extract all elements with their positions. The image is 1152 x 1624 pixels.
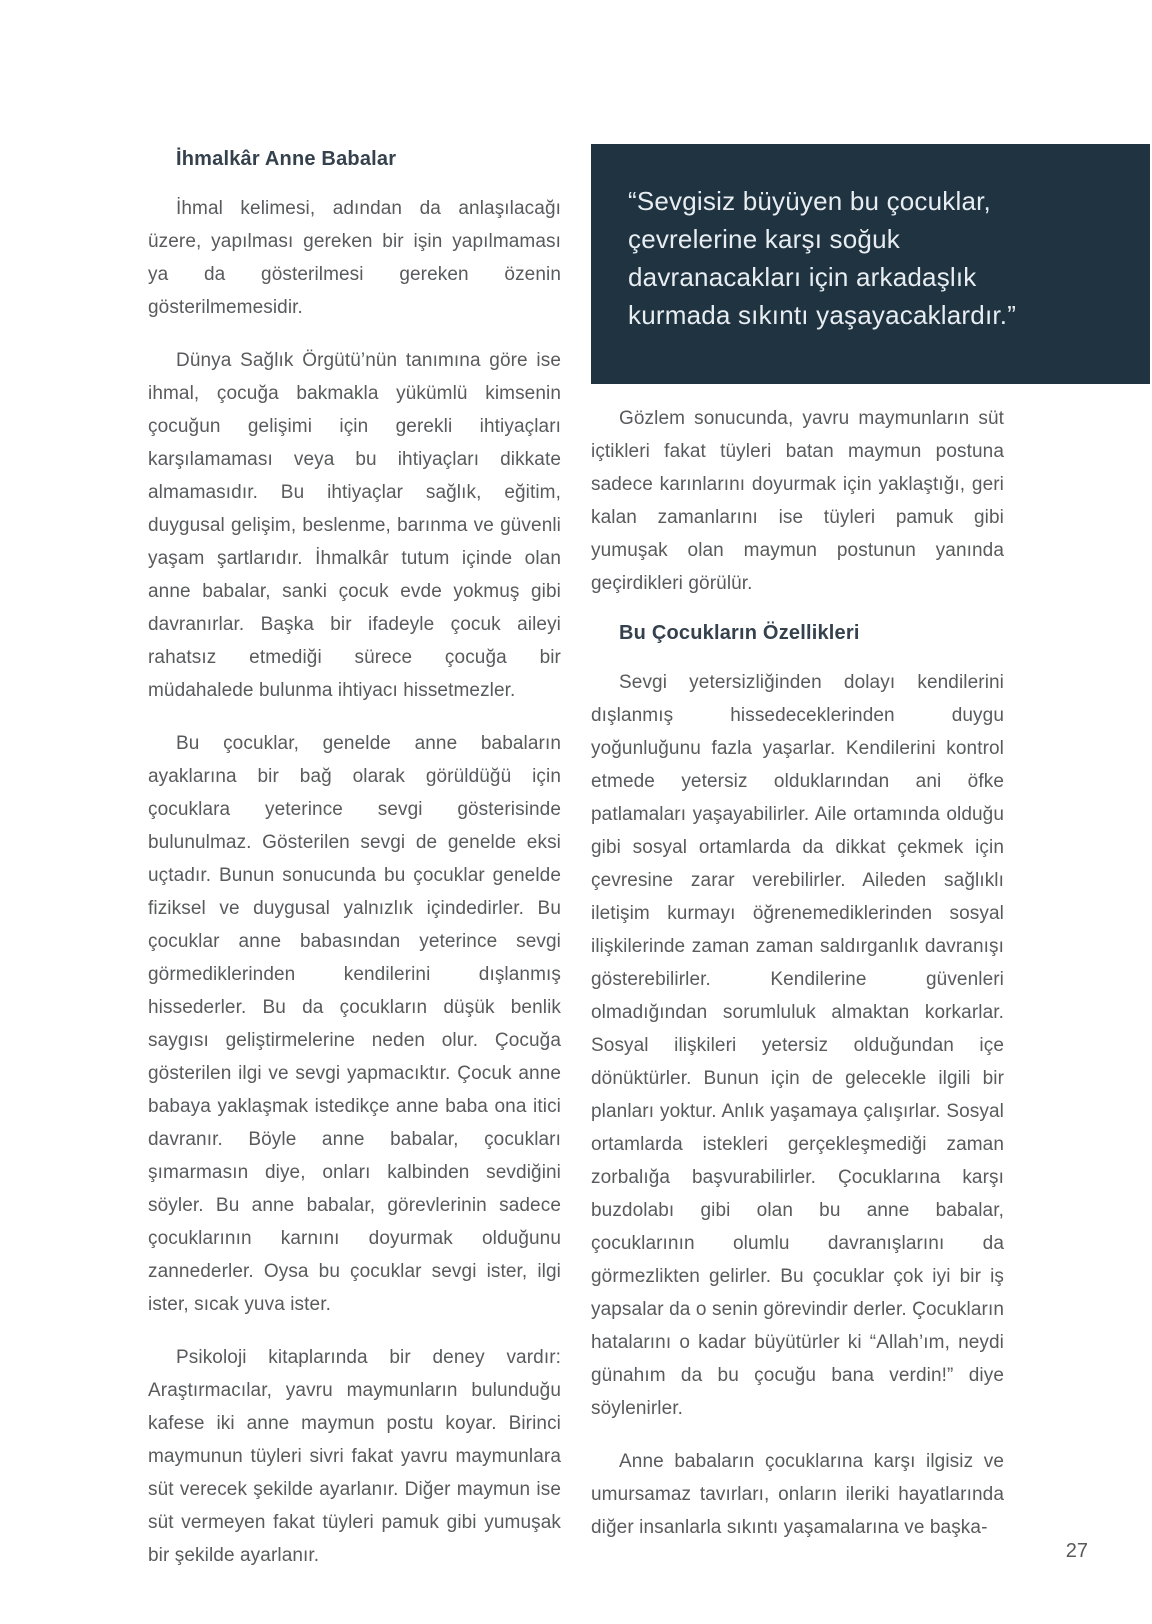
- section-heading-ihmalkar-anne-babalar: İhmalkâr Anne Babalar: [176, 148, 397, 170]
- paragraph: Sevgi yetersizliğinden dolayı kendilerini dışlanmış hissedeceklerinden duygu yoğunluğunu fazla yaşarlar. Kendilerini kontrol etmede yetersiz olduklarından ani öfke patlamaları yaşayabilirler. Aile ortamında olduğu gibi sosyal ortamlarda da dikkat çekmek için çevresine zarar verebilirler. Aileden sağlıklı iletişim kurmayı öğrenemediklerinden sosyal ilişkilerinde zaman zaman saldırganlık davranışı gösterebilirler. Kendilerine güvenleri olmadığından sorumluluk almaktan korkarlar. Sosyal ilişkileri yetersiz olduğundan içe dönüktürler. Bunun için de gelecekle ilgili bir planları yoktur. Anlık yaşamaya çalışırlar. Sosyal ortamlarda istekleri gerçekleşmediği zaman zorbalığa başvurabilirler. Çocuklarına karşı buzdolabı gibi olan bu anne babalar, çocuklarının olumlu davranışlarını da görmezlikten gelirler. Bu çocuklar çok iyi bir iş yapsalar da o senin görevindir derler. Çocukların hatalarını o kadar büyütürler ki “Allah’ım, neydi günahım da bu çocuğu bana verdin!” diye söylenirler.: [591, 672, 1004, 1419]
- page-number: 27: [1065, 1540, 1088, 1562]
- pull-quote-text: “Sevgisiz büyüyen bu çocuklar, çevrelerine karşı soğuk davranacakları için arkadaşlık kurmada sıkıntı yaşayacaklardır.”: [628, 186, 1017, 330]
- left-column: [148, 146, 561, 1592]
- paragraph: Anne babaların çocuklarına karşı ilgisiz ve umursamaz tavırları, onların ileriki hayatlarında diğer insanlarla sıkıntı yaşamalarına ve başka-: [591, 1451, 1004, 1538]
- paragraph: Gözlem sonucunda, yavru maymunların süt içtikleri fakat tüyleri batan maymun postuna sadece karınlarını doyurmak için yaklaştığı, geri kalan zamanlarını ise tüyleri pamuk gibi yumuşak olan maymun postunun yanında geçirdikleri görülür.: [591, 408, 1004, 594]
- section-heading-bu-cocuklarin-ozellikleri: Bu Çocukların Özellikleri: [619, 622, 860, 644]
- paragraph: Dünya Sağlık Örgütü’nün tanımına göre ise ihmal, çocuğa bakmakla yükümlü kimsenin çocuğun gelişimi için gerekli ihtiyaçları karşılamaması veya bu ihtiyaçları dikkate almamasıdır. Bu ihtiyaçlar sağlık, eğitim, duygusal gelişim, beslenme, barınma ve güvenli yaşam şartlarıdır. İhmalkâr tutum içinde olan anne babalar, sanki çocuk evde yokmuş gibi davranırlar. Başka bir ifadeyle çocuk aileyi rahatsız etmediği sürece çocuğa bir müdahalede bulunma ihtiyacı hissetmezler.: [148, 350, 561, 701]
- paragraph: İhmal kelimesi, adından da anlaşılacağı üzere, yapılması gereken bir işin yapılmaması ya da gösterilmesi gereken özenin gösterilmemesidir.: [148, 198, 561, 318]
- right-column: [591, 402, 1004, 1564]
- pull-quote-box: [591, 144, 1150, 384]
- paragraph: Psikoloji kitaplarında bir deney vardır: Araştırmacılar, yavru maymunların bulunduğu kafese iki anne maymun postu koyar. Birinci maymunun tüyleri sivri fakat yavru maymunlara süt verecek şekilde ayarlanır. Diğer maymun ise süt vermeyen fakat tüyleri pamuk gibi yumuşak bir şekilde ayarlanır.: [148, 1347, 561, 1566]
- paragraph: Bu çocuklar, genelde anne babaların ayaklarına bir bağ olarak görüldüğü için çocuklara yeterince sevgi gösterisinde bulunulmaz. Gösterilen sevgi de genelde eksi uçtadır. Bunun sonucunda bu çocuklar genelde fiziksel ve duygusal yalnızlık içindedirler. Bu çocuklar anne babasından yeterince sevgi görmediklerinden kendilerini dışlanmış hissederler. Bu da çocukların düşük benlik saygısı geliştirmelerine neden olur. Çocuğa gösterilen ilgi ve sevgi yapmacıktır. Çocuk anne babaya yaklaşmak istedikçe anne baba ona itici davranır. Böyle anne babalar, çocukları şımarmasın diye, onları kalbinden sevdiğini söyler. Bu anne babalar, görevlerinin sadece çocuklarının karnını doyurmak olduğunu zannederler. Oysa bu çocuklar sevgi ister, ilgi ister, sıcak yuva ister.: [148, 733, 561, 1315]
